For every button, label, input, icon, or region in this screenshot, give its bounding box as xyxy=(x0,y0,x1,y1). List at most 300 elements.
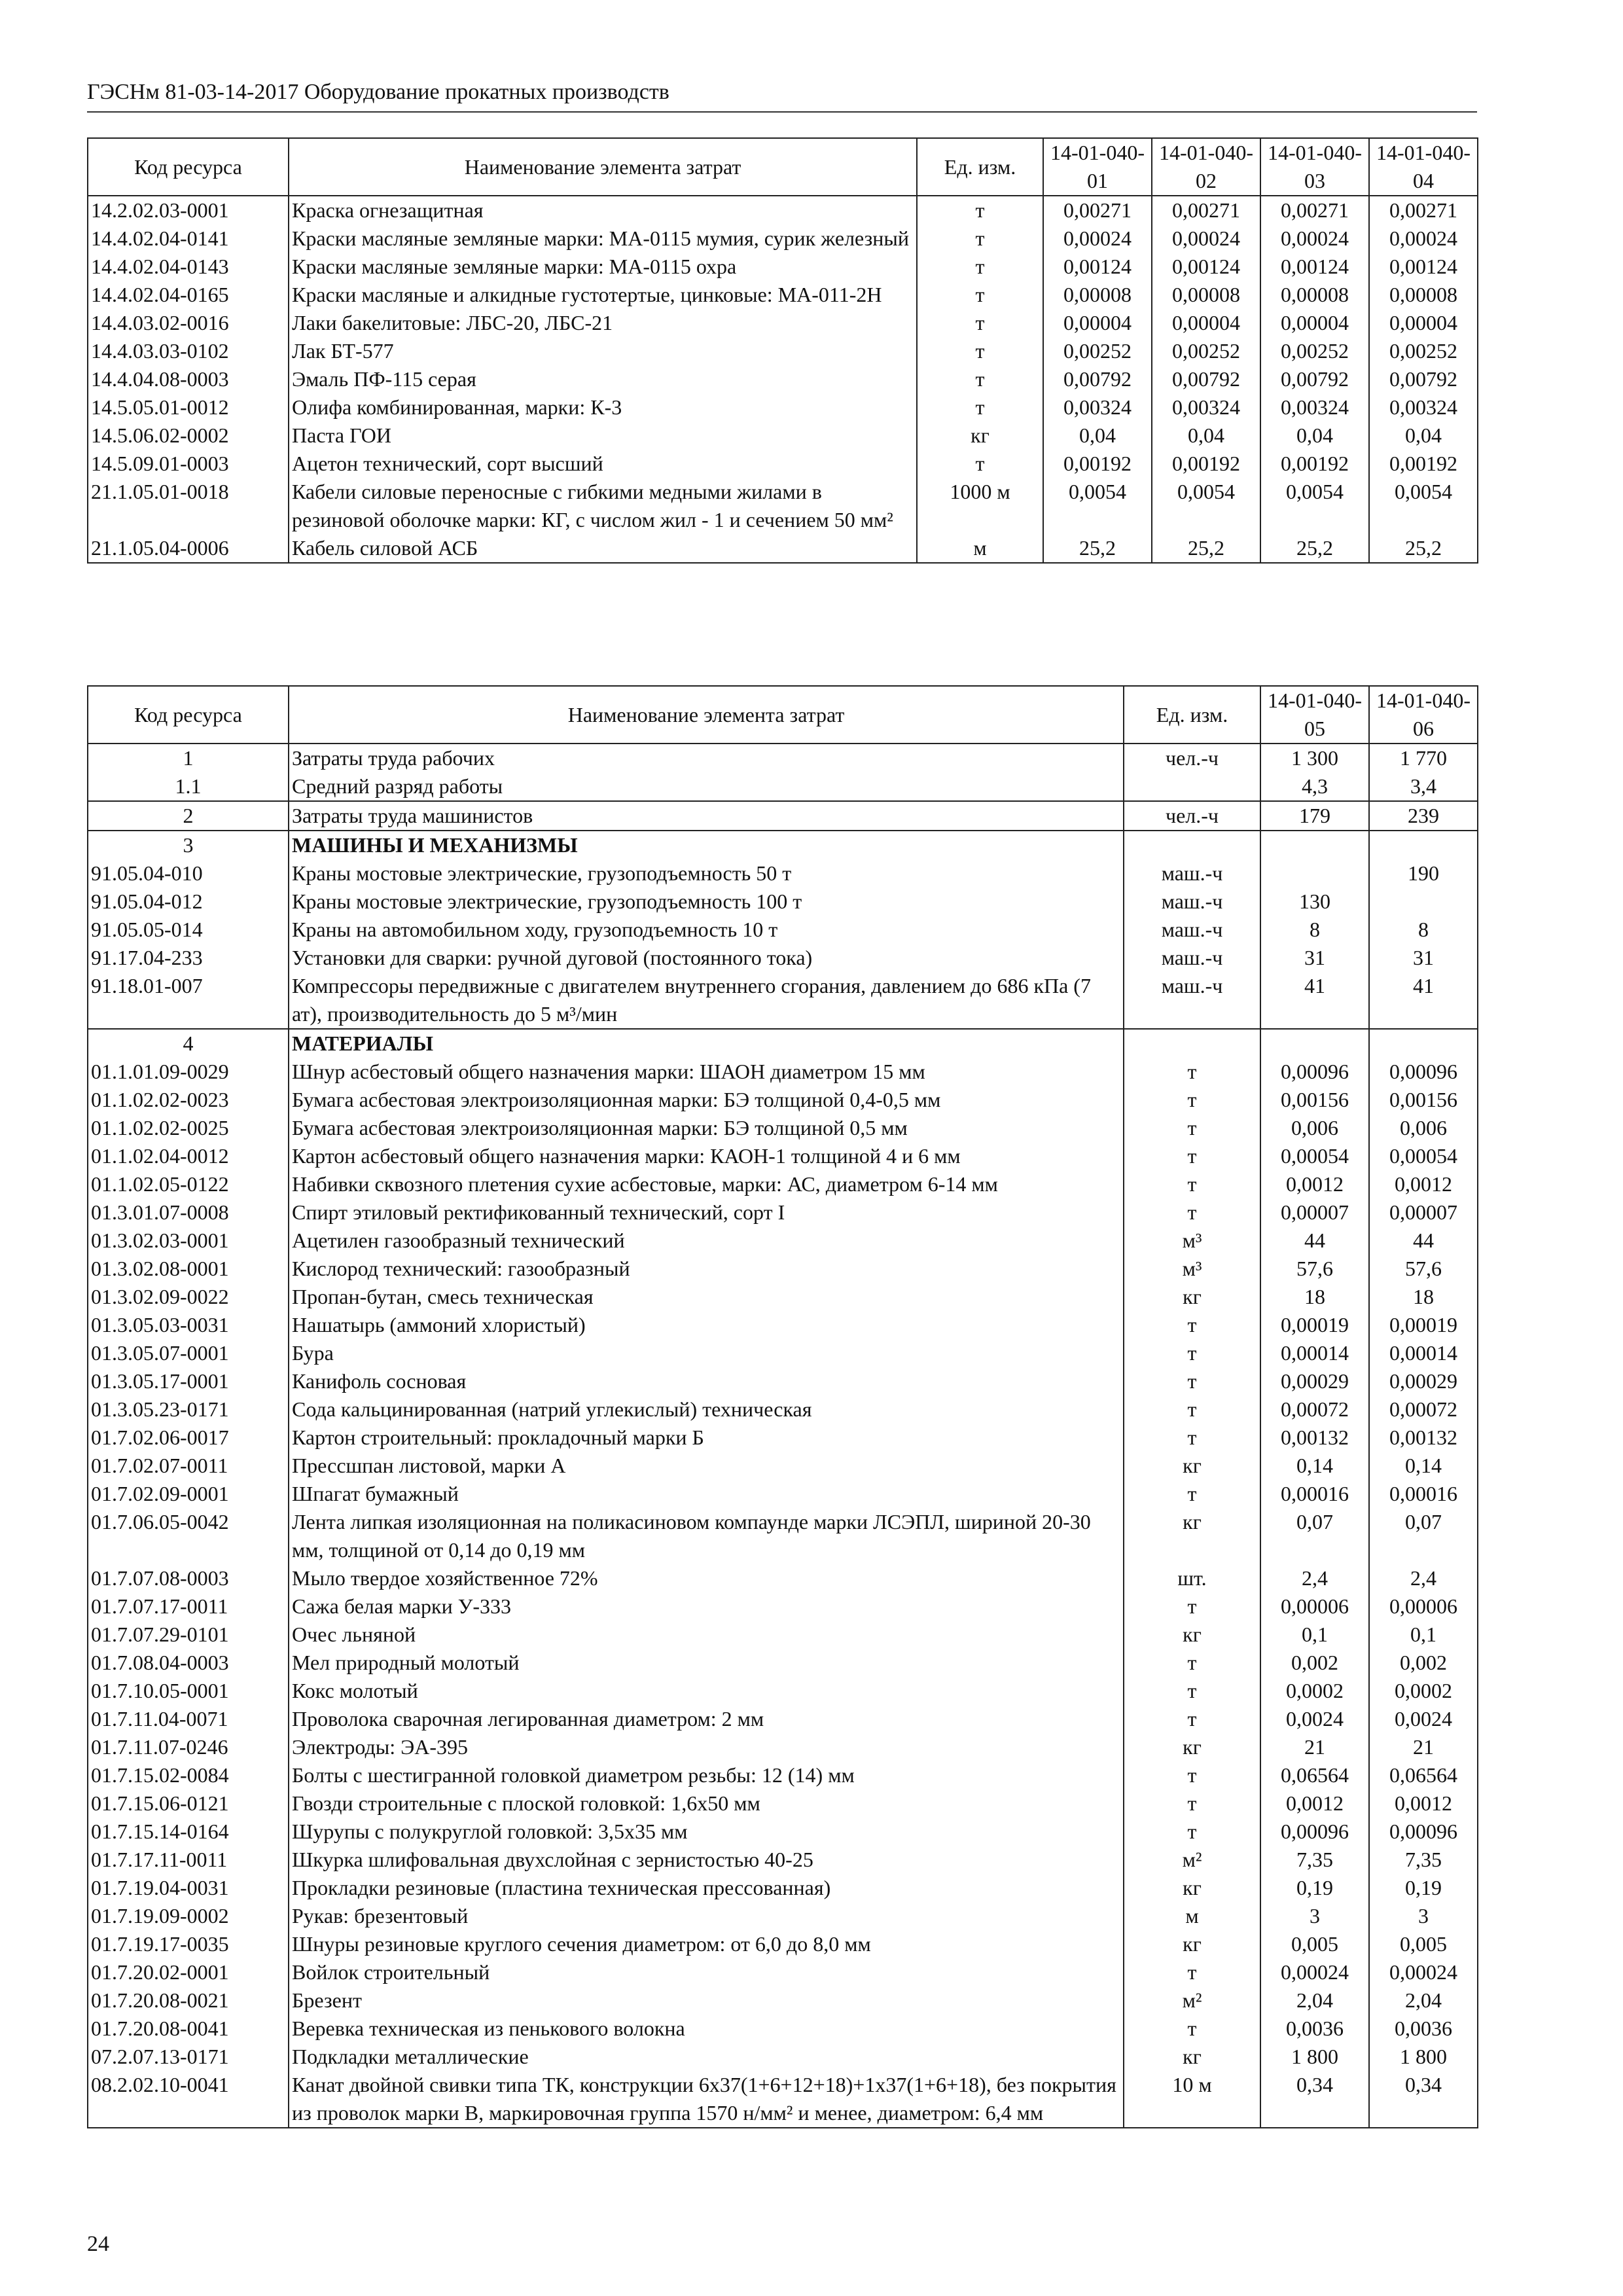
resource-code: 01.7.02.06-0017 xyxy=(88,1424,289,1452)
resource-value: 0,34 xyxy=(1260,2071,1369,2128)
resource-value: 0,00792 xyxy=(1369,365,1478,393)
resource-value: 0,0054 xyxy=(1369,478,1478,534)
table-row xyxy=(88,744,1478,772)
resource-unit: т xyxy=(1124,1818,1260,1846)
resource-value: 0,00014 xyxy=(1260,1339,1369,1367)
resource-value: 1 800 xyxy=(1260,2043,1369,2071)
resource-name: Эмаль ПФ-115 серая xyxy=(289,365,917,393)
resource-code: 91.17.04-233 xyxy=(88,944,289,972)
resource-value: 0,0002 xyxy=(1369,1677,1478,1705)
resource-unit: т xyxy=(917,281,1043,309)
resource-unit: т xyxy=(917,337,1043,365)
resource-value: 0,0012 xyxy=(1260,1170,1369,1198)
col-header-unit: Ед. изм. xyxy=(917,138,1043,196)
resource-value: 2,04 xyxy=(1260,1986,1369,2015)
resource-unit: кг xyxy=(1124,1508,1260,1564)
resource-value: 0,002 xyxy=(1369,1649,1478,1677)
table-row xyxy=(88,1452,1478,1480)
table-row xyxy=(88,393,1478,422)
table-row xyxy=(88,1789,1478,1818)
table-row xyxy=(88,916,1478,944)
table-row xyxy=(88,859,1478,888)
resource-code: 01.7.20.02-0001 xyxy=(88,1958,289,1986)
resource-unit: кг xyxy=(1124,1283,1260,1311)
resource-value: 0,00004 xyxy=(1260,309,1369,337)
resource-value: 4,3 xyxy=(1260,772,1369,801)
resource-code: 14.5.05.01-0012 xyxy=(88,393,289,422)
resource-code: 14.4.02.04-0143 xyxy=(88,253,289,281)
resource-value: 0,00019 xyxy=(1369,1311,1478,1339)
resource-name: Лаки бакелитовые: ЛБС-20, ЛБС-21 xyxy=(289,309,917,337)
resource-name: Краски масляные и алкидные густотертые, цинковые: МА-011-2Н xyxy=(289,281,917,309)
resource-unit: т xyxy=(1124,1395,1260,1424)
resource-unit: шт. xyxy=(1124,1564,1260,1592)
resource-unit: маш.-ч xyxy=(1124,972,1260,1029)
resource-name: Затраты труда машинистов xyxy=(289,801,1124,831)
resource-code: 1 xyxy=(88,744,289,772)
resource-value: 21 xyxy=(1260,1733,1369,1761)
table-row xyxy=(88,2043,1478,2071)
resource-value: 31 xyxy=(1369,944,1478,972)
table-row xyxy=(88,1142,1478,1170)
resource-code: 01.7.10.05-0001 xyxy=(88,1677,289,1705)
resource-value: 0,0012 xyxy=(1369,1170,1478,1198)
resource-unit xyxy=(1124,831,1260,859)
resource-value: 0,00024 xyxy=(1043,224,1152,253)
col-header-value: 14-01-040-04 xyxy=(1369,138,1478,196)
resource-unit: маш.-ч xyxy=(1124,944,1260,972)
resource-name: Подкладки металлические xyxy=(289,2043,1124,2071)
table-row xyxy=(88,831,1478,859)
resource-value: 0,00124 xyxy=(1369,253,1478,281)
resource-unit: маш.-ч xyxy=(1124,916,1260,944)
resource-name: Набивки сквозного плетения сухие асбестовые, марки: АС, диаметром 6-14 мм xyxy=(289,1170,1124,1198)
resource-value: 0,00008 xyxy=(1260,281,1369,309)
resource-value: 0,00016 xyxy=(1369,1480,1478,1508)
resource-value: 2,4 xyxy=(1369,1564,1478,1592)
resource-name: Шпагат бумажный xyxy=(289,1480,1124,1508)
resource-code: 01.7.02.09-0001 xyxy=(88,1480,289,1508)
resource-value: 25,2 xyxy=(1260,534,1369,563)
resource-unit: т xyxy=(917,365,1043,393)
table-row xyxy=(88,1311,1478,1339)
resource-name: Очес льняной xyxy=(289,1621,1124,1649)
table-row xyxy=(88,1761,1478,1789)
table-row xyxy=(88,944,1478,972)
resource-name: Кокс молотый xyxy=(289,1677,1124,1705)
table-row xyxy=(88,422,1478,450)
resource-value: 0,00024 xyxy=(1369,224,1478,253)
resource-unit: маш.-ч xyxy=(1124,888,1260,916)
resource-name: Болты с шестигранной головкой диаметром резьбы: 12 (14) мм xyxy=(289,1761,1124,1789)
resource-value: 25,2 xyxy=(1152,534,1260,563)
resource-value: 7,35 xyxy=(1260,1846,1369,1874)
table-row xyxy=(88,2071,1478,2128)
resource-code: 01.1.02.04-0012 xyxy=(88,1142,289,1170)
resource-name: Прокладки резиновые (пластина техническая прессованная) xyxy=(289,1874,1124,1902)
table-row xyxy=(88,1170,1478,1198)
resource-code: 01.1.02.02-0025 xyxy=(88,1114,289,1142)
table-row xyxy=(88,1058,1478,1086)
resource-value: 0,00004 xyxy=(1043,309,1152,337)
resource-code: 01.7.19.09-0002 xyxy=(88,1902,289,1930)
resource-unit: т xyxy=(1124,1367,1260,1395)
resource-value: 0,00324 xyxy=(1043,393,1152,422)
resource-name: Кабели силовые переносные с гибкими медными жилами в резиновой оболочке марки: КГ, с числом жил - 1 и сечением 50 мм² xyxy=(289,478,917,534)
resource-value: 2,4 xyxy=(1260,1564,1369,1592)
resource-unit: кг xyxy=(1124,1733,1260,1761)
resource-value: 0,00156 xyxy=(1369,1086,1478,1114)
resource-name: Бура xyxy=(289,1339,1124,1367)
resource-code: 01.3.05.23-0171 xyxy=(88,1395,289,1424)
resource-value: 0,1 xyxy=(1260,1621,1369,1649)
resource-name: Электроды: ЭА-395 xyxy=(289,1733,1124,1761)
table-row xyxy=(88,1198,1478,1227)
resource-value: 0,002 xyxy=(1260,1649,1369,1677)
resource-code: 14.2.02.03-0001 xyxy=(88,196,289,224)
resource-unit: кг xyxy=(1124,2043,1260,2071)
table-row xyxy=(88,450,1478,478)
resource-code: 01.7.15.06-0121 xyxy=(88,1789,289,1818)
resource-value: 0,00132 xyxy=(1369,1424,1478,1452)
resource-value xyxy=(1260,831,1369,859)
resource-name: Сода кальцинированная (натрий углекислый) техническая xyxy=(289,1395,1124,1424)
table-row xyxy=(88,1367,1478,1395)
table-row xyxy=(88,1621,1478,1649)
resource-code: 01.7.07.17-0011 xyxy=(88,1592,289,1621)
col-header-name: Наименование элемента затрат xyxy=(289,138,917,196)
table-row xyxy=(88,1649,1478,1677)
table-row xyxy=(88,1029,1478,1058)
resource-value: 0,1 xyxy=(1369,1621,1478,1649)
resource-value: 0,0036 xyxy=(1369,2015,1478,2043)
resource-value: 0,00252 xyxy=(1152,337,1260,365)
resource-value: 0,0036 xyxy=(1260,2015,1369,2043)
resource-unit: м xyxy=(1124,1902,1260,1930)
col-header-value: 14-01-040-03 xyxy=(1260,138,1369,196)
resource-name: Шкурка шлифовальная двухслойная с зернистостью 40-25 xyxy=(289,1846,1124,1874)
table-row xyxy=(88,1227,1478,1255)
resource-value: 0,00014 xyxy=(1369,1339,1478,1367)
table-row xyxy=(88,1733,1478,1761)
resource-table-2 xyxy=(87,685,1478,2128)
resource-value: 57,6 xyxy=(1369,1255,1478,1283)
resource-name: Рукав: брезентовый xyxy=(289,1902,1124,1930)
resource-unit: т xyxy=(1124,1958,1260,1986)
resource-unit: т xyxy=(1124,2015,1260,2043)
resource-name: Канифоль сосновая xyxy=(289,1367,1124,1395)
resource-value: 190 xyxy=(1369,859,1478,888)
resource-value: 0,00252 xyxy=(1369,337,1478,365)
resource-unit: т xyxy=(1124,1339,1260,1367)
resource-value: 0,00192 xyxy=(1260,450,1369,478)
resource-name: МАШИНЫ И МЕХАНИЗМЫ xyxy=(289,831,1124,859)
resource-name: Средний разряд работы xyxy=(289,772,1124,801)
table-row xyxy=(88,1958,1478,1986)
table-row xyxy=(88,196,1478,224)
resource-value: 0,00016 xyxy=(1260,1480,1369,1508)
resource-value: 0,19 xyxy=(1260,1874,1369,1902)
resource-name: Прессшпан листовой, марки А xyxy=(289,1452,1124,1480)
resource-value: 0,00792 xyxy=(1043,365,1152,393)
resource-value: 0,06564 xyxy=(1260,1761,1369,1789)
resource-code: 01.7.20.08-0041 xyxy=(88,2015,289,2043)
resource-value: 0,04 xyxy=(1260,422,1369,450)
resource-name: Лента липкая изоляционная на поликасиновом компаунде марки ЛСЭПЛ, шириной 20-30 мм, толщиной от 0,14 до 0,19 мм xyxy=(289,1508,1124,1564)
resource-value xyxy=(1369,1029,1478,1058)
resource-value: 3 xyxy=(1369,1902,1478,1930)
resource-name: Краска огнезащитная xyxy=(289,196,917,224)
resource-value: 0,0002 xyxy=(1260,1677,1369,1705)
resource-name: Ацетилен газообразный технический xyxy=(289,1227,1124,1255)
resource-value: 0,06564 xyxy=(1369,1761,1478,1789)
resource-unit: т xyxy=(917,393,1043,422)
table-row xyxy=(88,972,1478,1029)
resource-value: 0,00124 xyxy=(1260,253,1369,281)
table-row xyxy=(88,1508,1478,1564)
table-row xyxy=(88,1818,1478,1846)
resource-value: 0,00054 xyxy=(1260,1142,1369,1170)
resource-value: 0,005 xyxy=(1260,1930,1369,1958)
resource-value: 0,0024 xyxy=(1369,1705,1478,1733)
col-header-value: 14-01-040-01 xyxy=(1043,138,1152,196)
document-title: ГЭСНм 81-03-14-2017 Оборудование прокатных производств xyxy=(87,80,669,104)
resource-code: 01.1.02.02-0023 xyxy=(88,1086,289,1114)
resource-unit: кг xyxy=(1124,1621,1260,1649)
resource-value: 25,2 xyxy=(1369,534,1478,563)
resource-unit: м³ xyxy=(1124,1227,1260,1255)
resource-unit: т xyxy=(1124,1311,1260,1339)
resource-value: 0,00792 xyxy=(1152,365,1260,393)
resource-unit: т xyxy=(1124,1480,1260,1508)
resource-code: 01.1.02.05-0122 xyxy=(88,1170,289,1198)
resource-value: 0,00004 xyxy=(1152,309,1260,337)
resource-value: 0,00029 xyxy=(1369,1367,1478,1395)
resource-value: 0,005 xyxy=(1369,1930,1478,1958)
resource-name: Паста ГОИ xyxy=(289,422,917,450)
resource-value: 8 xyxy=(1260,916,1369,944)
resource-value: 8 xyxy=(1369,916,1478,944)
resource-name: Шнуры резиновые круглого сечения диаметром: от 6,0 до 8,0 мм xyxy=(289,1930,1124,1958)
page-header xyxy=(87,73,1477,113)
resource-name: Затраты труда рабочих xyxy=(289,744,1124,772)
resource-code: 01.7.07.08-0003 xyxy=(88,1564,289,1592)
resource-name: Пропан-бутан, смесь техническая xyxy=(289,1283,1124,1311)
resource-unit: т xyxy=(1124,1142,1260,1170)
resource-name: Кабель силовой АСБ xyxy=(289,534,917,563)
resource-value: 0,00096 xyxy=(1369,1818,1478,1846)
resource-value: 0,00324 xyxy=(1369,393,1478,422)
resource-code: 01.7.11.07-0246 xyxy=(88,1733,289,1761)
resource-value: 25,2 xyxy=(1043,534,1152,563)
resource-name: Краны на автомобильном ходу, грузоподъемность 10 т xyxy=(289,916,1124,944)
resource-code: 14.4.03.02-0016 xyxy=(88,309,289,337)
resource-code: 01.7.19.04-0031 xyxy=(88,1874,289,1902)
resource-value: 0,00054 xyxy=(1369,1142,1478,1170)
resource-table-1 xyxy=(87,137,1478,564)
resource-code: 01.1.01.09-0029 xyxy=(88,1058,289,1086)
resource-value: 1 300 xyxy=(1260,744,1369,772)
table-row xyxy=(88,1592,1478,1621)
resource-value: 0,00324 xyxy=(1260,393,1369,422)
resource-value: 0,00324 xyxy=(1152,393,1260,422)
resource-unit: 10 м xyxy=(1124,2071,1260,2128)
resource-name: Спирт этиловый ректификованный технический, сорт I xyxy=(289,1198,1124,1227)
resource-name: Сажа белая марки У-333 xyxy=(289,1592,1124,1621)
resource-name: Бумага асбестовая электроизоляционная марки: БЭ толщиной 0,5 мм xyxy=(289,1114,1124,1142)
table-row xyxy=(88,1564,1478,1592)
resource-value: 7,35 xyxy=(1369,1846,1478,1874)
resource-value: 44 xyxy=(1369,1227,1478,1255)
resource-unit: 1000 м xyxy=(917,478,1043,534)
resource-value: 0,0054 xyxy=(1152,478,1260,534)
resource-value: 0,0012 xyxy=(1369,1789,1478,1818)
resource-code: 21.1.05.04-0006 xyxy=(88,534,289,563)
resource-value: 0,00096 xyxy=(1260,1058,1369,1086)
resource-value: 0,00792 xyxy=(1260,365,1369,393)
table-row xyxy=(88,253,1478,281)
resource-code: 07.2.07.13-0171 xyxy=(88,2043,289,2071)
resource-unit xyxy=(1124,772,1260,801)
resource-unit: т xyxy=(1124,1789,1260,1818)
resource-code: 01.3.01.07-0008 xyxy=(88,1198,289,1227)
table-row xyxy=(88,772,1478,801)
resource-value: 0,07 xyxy=(1260,1508,1369,1564)
resource-code: 4 xyxy=(88,1029,289,1058)
resource-value: 0,0054 xyxy=(1043,478,1152,534)
resource-value: 1 770 xyxy=(1369,744,1478,772)
table-row xyxy=(88,1086,1478,1114)
resource-code: 08.2.02.10-0041 xyxy=(88,2071,289,2128)
resource-value: 3 xyxy=(1260,1902,1369,1930)
table-row xyxy=(88,1480,1478,1508)
resource-value: 21 xyxy=(1369,1733,1478,1761)
resource-value: 0,00024 xyxy=(1260,224,1369,253)
table-row xyxy=(88,337,1478,365)
col-header-code: Код ресурса xyxy=(88,138,289,196)
resource-value: 0,04 xyxy=(1369,422,1478,450)
table-row xyxy=(88,888,1478,916)
resource-value: 0,00124 xyxy=(1152,253,1260,281)
resource-name: Бумага асбестовая электроизоляционная марки: БЭ толщиной 0,4-0,5 мм xyxy=(289,1086,1124,1114)
resource-unit: м² xyxy=(1124,1986,1260,2015)
resource-unit: т xyxy=(917,253,1043,281)
resource-unit: т xyxy=(1124,1086,1260,1114)
resource-value: 179 xyxy=(1260,801,1369,831)
table-row xyxy=(88,365,1478,393)
resource-name: Картон асбестовый общего назначения марки: КАОН-1 толщиной 4 и 6 мм xyxy=(289,1142,1124,1170)
resource-value: 41 xyxy=(1369,972,1478,1029)
resource-unit: т xyxy=(1124,1170,1260,1198)
table-row xyxy=(88,478,1478,534)
resource-unit: т xyxy=(1124,1649,1260,1677)
resource-code: 14.4.02.04-0141 xyxy=(88,224,289,253)
resource-unit: м xyxy=(917,534,1043,563)
resource-value: 0,00271 xyxy=(1043,196,1152,224)
resource-unit: т xyxy=(1124,1198,1260,1227)
resource-value: 0,006 xyxy=(1369,1114,1478,1142)
resource-value: 0,00019 xyxy=(1260,1311,1369,1339)
col-header-unit: Ед. изм. xyxy=(1124,686,1260,744)
resource-code: 01.3.02.03-0001 xyxy=(88,1227,289,1255)
resource-value: 0,00192 xyxy=(1369,450,1478,478)
table-row xyxy=(88,224,1478,253)
resource-name: Краны мостовые электрические, грузоподъемность 100 т xyxy=(289,888,1124,916)
table-row xyxy=(88,281,1478,309)
resource-name: Нашатырь (аммоний хлористый) xyxy=(289,1311,1124,1339)
resource-name: Мыло твердое хозяйственное 72% xyxy=(289,1564,1124,1592)
resource-value: 0,00124 xyxy=(1043,253,1152,281)
table-row xyxy=(88,1846,1478,1874)
resource-name: Олифа комбинированная, марки: К-3 xyxy=(289,393,917,422)
resource-value xyxy=(1260,1029,1369,1058)
resource-name: Кислород технический: газообразный xyxy=(289,1255,1124,1283)
resource-value: 0,00072 xyxy=(1260,1395,1369,1424)
resource-value: 31 xyxy=(1260,944,1369,972)
table-row xyxy=(88,309,1478,337)
resource-code: 2 xyxy=(88,801,289,831)
resource-unit: кг xyxy=(917,422,1043,450)
resource-value: 0,00192 xyxy=(1152,450,1260,478)
resource-value: 0,07 xyxy=(1369,1508,1478,1564)
resource-unit xyxy=(1124,1029,1260,1058)
resource-value: 0,00252 xyxy=(1260,337,1369,365)
resource-unit: чел.-ч xyxy=(1124,801,1260,831)
resource-code: 01.3.02.09-0022 xyxy=(88,1283,289,1311)
resource-name: Лак БТ-577 xyxy=(289,337,917,365)
resource-unit: м³ xyxy=(1124,1255,1260,1283)
resource-value: 130 xyxy=(1260,888,1369,916)
resource-unit: т xyxy=(1124,1677,1260,1705)
resource-code: 01.7.02.07-0011 xyxy=(88,1452,289,1480)
resource-name: Канат двойной свивки типа ТК, конструкции 6x37(1+6+12+18)+1x37(1+6+18), без покрытия из проволок марки В, маркировочная группа 1570 н/мм² и менее, диаметром: 6,4 мм xyxy=(289,2071,1124,2128)
resource-code: 91.05.05-014 xyxy=(88,916,289,944)
resource-value: 0,00004 xyxy=(1369,309,1478,337)
resource-value: 0,006 xyxy=(1260,1114,1369,1142)
resource-value: 0,00006 xyxy=(1260,1592,1369,1621)
resource-unit: т xyxy=(1124,1114,1260,1142)
resource-unit: чел.-ч xyxy=(1124,744,1260,772)
resource-code: 91.18.01-007 xyxy=(88,972,289,1029)
resource-value: 1 800 xyxy=(1369,2043,1478,2071)
resource-code: 01.3.05.17-0001 xyxy=(88,1367,289,1395)
table-row xyxy=(88,1677,1478,1705)
col-header-value: 14-01-040-05 xyxy=(1260,686,1369,744)
resource-unit: т xyxy=(917,450,1043,478)
page-number: 24 xyxy=(87,2232,109,2256)
resource-value: 0,00096 xyxy=(1260,1818,1369,1846)
resource-unit: м² xyxy=(1124,1846,1260,1874)
resource-value: 0,00271 xyxy=(1369,196,1478,224)
resource-value: 0,00271 xyxy=(1260,196,1369,224)
resource-value: 41 xyxy=(1260,972,1369,1029)
resource-unit: т xyxy=(1124,1592,1260,1621)
resource-code: 01.7.15.14-0164 xyxy=(88,1818,289,1846)
resource-code: 21.1.05.01-0018 xyxy=(88,478,289,534)
resource-unit: т xyxy=(917,309,1043,337)
resource-name: Установки для сварки: ручной дуговой (постоянного тока) xyxy=(289,944,1124,972)
resource-name: Веревка техническая из пенькового волокна xyxy=(289,2015,1124,2043)
resource-code: 14.4.02.04-0165 xyxy=(88,281,289,309)
resource-name: Брезент xyxy=(289,1986,1124,2015)
table-row xyxy=(88,1874,1478,1902)
resource-unit: кг xyxy=(1124,1874,1260,1902)
resource-name: Картон строительный: прокладочный марки Б xyxy=(289,1424,1124,1452)
resource-value: 0,00024 xyxy=(1152,224,1260,253)
col-header-value: 14-01-040-02 xyxy=(1152,138,1260,196)
resource-unit: т xyxy=(917,196,1043,224)
resource-name: Компрессоры передвижные с двигателем внутреннего сгорания, давлением до 686 кПа (7 ат), производительность до 5 м³/мин xyxy=(289,972,1124,1029)
